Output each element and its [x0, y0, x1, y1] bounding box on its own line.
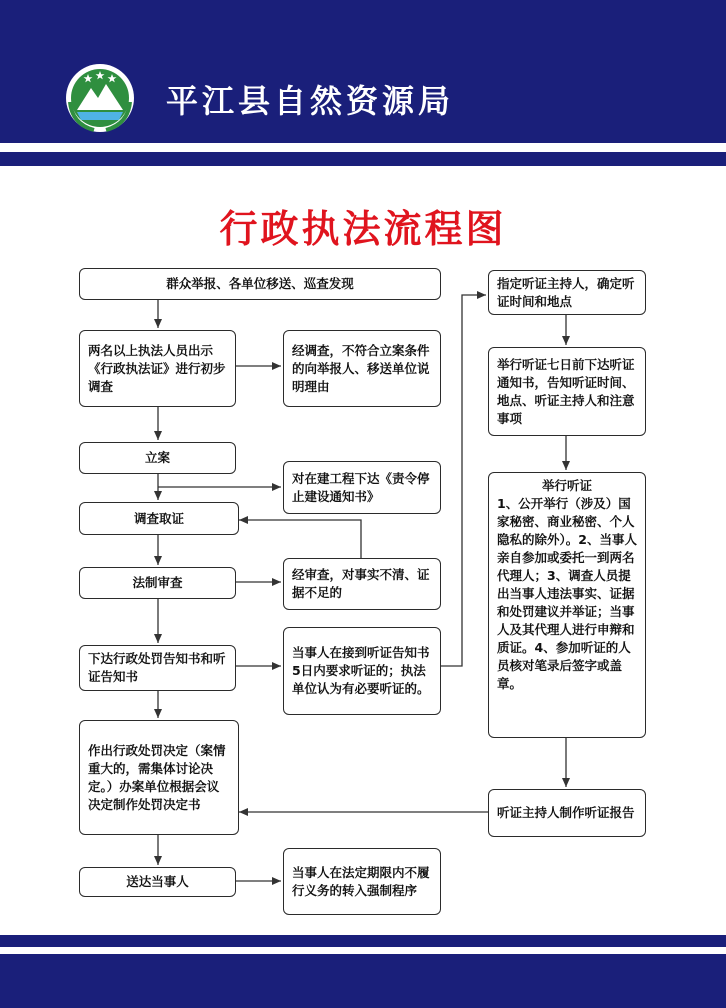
- arrow-to-appoint-host: [441, 295, 486, 666]
- step-enforcement: 当事人在法定期限内不履行义务的转入强制程序: [283, 848, 441, 915]
- step-deliver: 送达当事人: [79, 867, 236, 897]
- page-title: 行政执法流程图: [219, 206, 507, 251]
- hearing-body: 1、公开举行（涉及）国家秘密、商业秘密、个人隐私的除外）。2、当事人亲自参加或委托一到两名代理人；3、调查人员提出当事人违法事实、证据和处罚建议并举证；当事人及其代理人进行申辩和质证。4、参加听证的人员核对笔录后签字或盖章。: [497, 496, 637, 691]
- step-hearing-notice: 举行听证七日前下达听证通知书，告知听证时间、地点、听证主持人和注意事项: [488, 347, 646, 436]
- step-not-qualified: 经调查，不符合立案条件的向举报人、移送单位说明理由: [283, 330, 441, 407]
- step-appoint-host: 指定听证主持人，确定听证时间和地点: [488, 270, 646, 315]
- organization-name: 平江县自然资源局: [166, 82, 455, 120]
- step-filing: 立案: [79, 442, 236, 474]
- step-hearing-request: 当事人在接到听证告知书5日内要求听证的；执法单位认为有必要听证的。: [283, 627, 441, 715]
- step-decision: 作出行政处罚决定（案情重大的，需集体讨论决定。）办案单位根据会议决定制作处罚决定书: [79, 720, 239, 835]
- step-insufficient: 经审查，对事实不清、证据不足的: [283, 558, 441, 610]
- step-hearing-report: 听证主持人制作听证报告: [488, 789, 646, 837]
- step-hearing: [488, 472, 646, 738]
- footer-stripe: [0, 935, 726, 947]
- step-initial-investigation: 两名以上执法人员出示《行政执法证》进行初步调查: [79, 330, 236, 407]
- hearing-title: 举行听证: [541, 478, 592, 493]
- step-report: 群众举报、各单位移送、巡查发现: [79, 268, 441, 300]
- step-stop-notice: 对在建工程下达《责令停止建设通知书》: [283, 461, 441, 514]
- footer-band: [0, 954, 726, 1008]
- step-penalty-notice: 下达行政处罚告知书和听证告知书: [79, 645, 236, 691]
- step-evidence: 调查取证: [79, 502, 239, 535]
- arrow-insufficient-back-to-evidence: [239, 520, 361, 558]
- step-legal-review: 法制审查: [79, 567, 236, 599]
